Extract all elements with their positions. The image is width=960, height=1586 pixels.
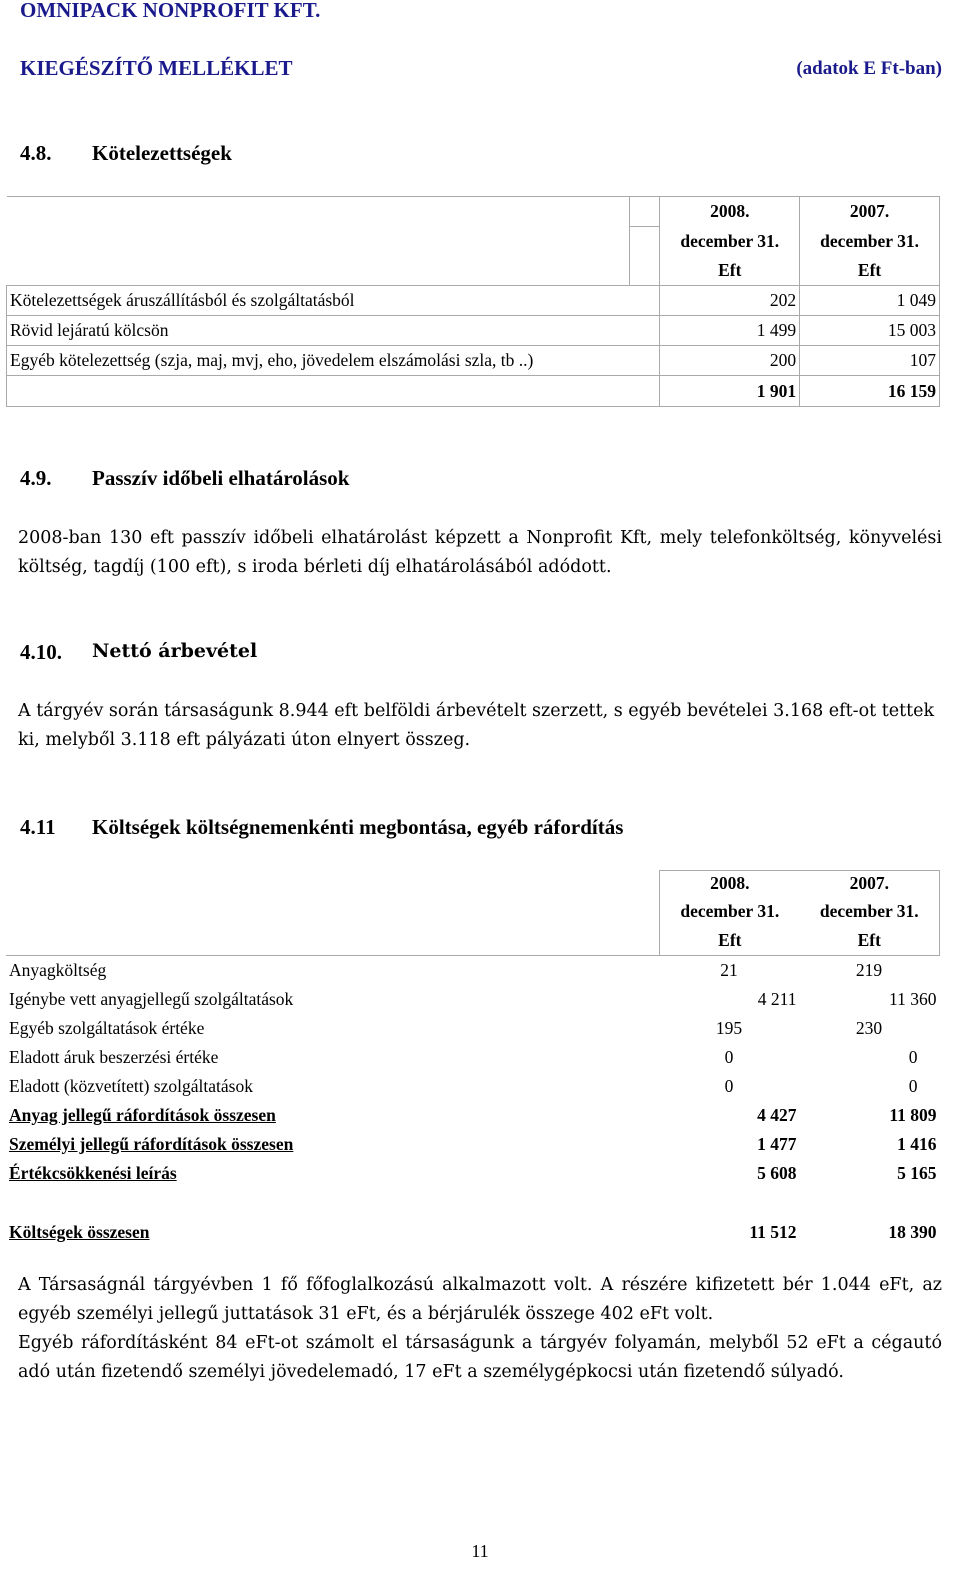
table-row [7, 286, 940, 316]
total-value-2008: 11 512 [749, 1221, 797, 1242]
header-spacer [7, 197, 630, 227]
col-2007-date: december 31. [800, 897, 940, 926]
table-row [7, 346, 940, 376]
row-value-2008: 1 477 [757, 1133, 797, 1154]
col-2008-date: december 31. [660, 227, 800, 257]
col-2007-date: december 31. [800, 227, 940, 257]
row-label: Kötelezettségek áruszállításból és szolgáltatásból [7, 286, 660, 316]
total-value-2007: 18 390 [888, 1221, 937, 1242]
col-2007-unit: Eft [800, 926, 940, 956]
table-row [6, 1130, 940, 1159]
row-value-2007: 230 [855, 1017, 883, 1038]
table-row [6, 955, 940, 985]
row-value-2007: 15 003 [800, 316, 940, 346]
row-value-2007: 11 360 [889, 988, 937, 1009]
table-row [7, 316, 940, 346]
row-value-2008: 4 211 [757, 988, 797, 1009]
table-row [6, 1159, 940, 1188]
col-2008-unit: Eft [660, 926, 800, 956]
header-spacer [630, 197, 660, 227]
section-4-10-number: 4.10. [20, 640, 62, 664]
col-2008-unit: Eft [660, 256, 800, 286]
total-label: Költségek összesen [9, 1221, 150, 1242]
row-value-2008: 0 [724, 1075, 734, 1096]
row-value-2008: 200 [660, 346, 800, 376]
total-row [6, 1218, 940, 1247]
row-value-2007: 11 809 [889, 1104, 937, 1125]
row-value-2008: 0 [724, 1046, 734, 1067]
col-2007-unit: Eft [800, 256, 940, 286]
section-4-10-text: A tárgyév során társaságunk 8.944 eft belföldi árbevételt szerzett, s egyéb bevételei 3.168 eft-ot tettek ki, melyből 3.118 eft pályázati úton elnyert összeg. [18, 701, 935, 750]
row-value-2008: 1 499 [660, 316, 800, 346]
row-label: Egyéb kötelezettség (szja, maj, mvj, eho, jövedelem elszámolási szla, tb ..) [7, 346, 660, 376]
table-row [6, 1043, 940, 1072]
row-value-2007: 5 165 [897, 1162, 937, 1183]
section-4-9-text: 2008-ban 130 eft passzív időbeli elhatárolást képzett a Nonprofit Kft, mely telefonköltség, könyvelési költség, tagdíj (100 eft), s iroda bérleti díj elhatárolásából adódott. [18, 528, 942, 577]
row-value-2007: 1 049 [800, 286, 940, 316]
row-label: Eladott áruk beszerzési értéke [9, 1046, 219, 1067]
closing-paragraph-2: Egyéb ráfordításként 84 eFt-ot számolt el társaságunk a tárgyév folyamán, melyből 52 eFt a cégautó adó után fizetendő személyi jövedelemadó, 17 eFt a személygépkocsi után fizetendő súlyadó. [18, 1333, 942, 1382]
row-value-2007: 1 416 [897, 1133, 937, 1154]
row-value-2008: 195 [715, 1017, 743, 1038]
units-note: (adatok E Ft-ban) [796, 58, 942, 79]
row-label: Egyéb szolgáltatások értéke [9, 1017, 205, 1038]
total-row [7, 376, 940, 407]
section-4-11-title: Költségek költségnemenkénti megbontása, egyéb ráfordítás [92, 815, 624, 839]
table-row [6, 1072, 940, 1101]
row-value-2007: 107 [800, 346, 940, 376]
col-2008-year: 2008. [660, 197, 800, 227]
costs-table [6, 870, 940, 1247]
row-label: Személyi jellegű ráfordítások összesen [9, 1133, 294, 1154]
table-row [6, 1101, 940, 1130]
col-2008-date: december 31. [660, 897, 800, 926]
row-label: Anyagköltség [9, 959, 107, 980]
closing-paragraph-1: A Társaságnál tárgyévben 1 fő főfoglalkozású alkalmazott volt. A részére kifizetett bér 1.044 eFt, az egyéb személyi jellegű juttatások 31 eFt, és a bérjárulék összege 402 eFt volt. [18, 1275, 942, 1324]
row-value-2007: 0 [908, 1075, 918, 1096]
section-4-8-number: 4.8. [20, 141, 52, 165]
row-label: Értékcsökkenési leírás [9, 1162, 177, 1183]
row-value-2008: 202 [660, 286, 800, 316]
total-value-2008: 1 901 [660, 376, 800, 407]
section-4-9-title: Passzív időbeli elhatárolások [92, 466, 350, 490]
row-value-2008: 21 [720, 959, 738, 980]
row-value-2008: 5 608 [757, 1162, 797, 1183]
row-label: Eladott (közvetített) szolgáltatások [9, 1075, 253, 1096]
section-4-9-number: 4.9. [20, 466, 52, 490]
row-value-2007: 219 [855, 959, 883, 980]
liabilities-table [6, 196, 940, 407]
section-4-10-title: Nettó árbevétel [92, 640, 258, 662]
row-value-2007: 0 [908, 1046, 918, 1067]
row-value-2008: 4 427 [757, 1104, 797, 1125]
section-4-11-number: 4.11 [20, 815, 56, 839]
col-2007-year: 2007. [800, 197, 940, 227]
table-row [6, 1014, 940, 1043]
total-value-2007: 16 159 [800, 376, 940, 407]
col-2008-year: 2008. [660, 871, 800, 897]
section-4-8-title: Kötelezettségek [92, 141, 232, 165]
row-label: Rövid lejáratú kölcsön [7, 316, 660, 346]
page-number: 11 [471, 1541, 489, 1561]
table-row [6, 985, 940, 1014]
row-label: Igénybe vett anyagjellegű szolgáltatások [9, 988, 294, 1009]
col-2007-year: 2007. [800, 871, 940, 897]
row-label: Anyag jellegű ráfordítások összesen [9, 1104, 276, 1125]
company-name: OMNIPACK NONPROFIT KFT. [20, 0, 321, 22]
document-title: KIEGÉSZÍTŐ MELLÉKLET [20, 56, 293, 80]
